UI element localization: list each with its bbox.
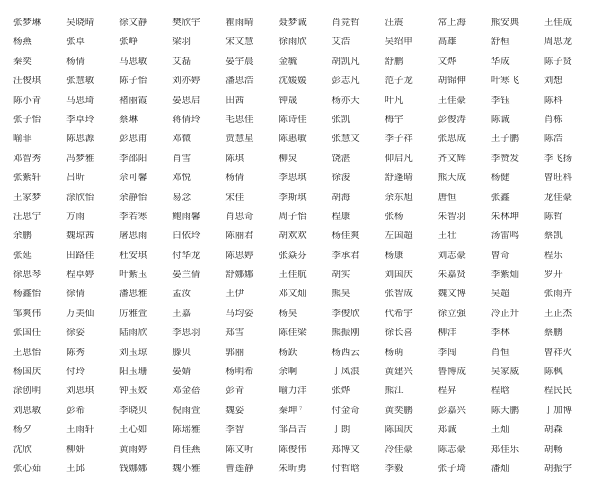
name-cell: 杨昊 bbox=[278, 308, 298, 319]
name-cell: 宋文慧 bbox=[225, 37, 254, 47]
name-cell: 钟晟 bbox=[278, 95, 298, 105]
name-cell: 郑雪 bbox=[225, 328, 245, 338]
name-cell: 周思龙 bbox=[543, 37, 573, 47]
name-cell: 厉雅萱 bbox=[119, 308, 148, 319]
name-row bbox=[11, 420, 595, 439]
name-cell: 杨燕 bbox=[13, 37, 32, 47]
name-cell: 马均姿 bbox=[225, 308, 254, 319]
name-cell: 晏思启 bbox=[172, 95, 201, 105]
name-cell: 张雨卉 bbox=[543, 289, 573, 299]
name-cell: 徐雨欣 bbox=[278, 37, 307, 47]
name-cell: 徐文静 bbox=[119, 17, 148, 28]
name-cell: 陈天鹏 bbox=[490, 405, 519, 416]
name-cell: 舒鹏 bbox=[384, 56, 404, 67]
name-cell: 李若寒 bbox=[119, 211, 148, 222]
name-cell: 王嘉 bbox=[172, 308, 192, 319]
name-cell: 杜安琪 bbox=[119, 250, 148, 261]
name-cell: 屠思雨 bbox=[119, 231, 148, 241]
name-cell: 程晗 bbox=[490, 386, 510, 396]
name-cell: 万美仙 bbox=[66, 308, 95, 319]
name-cell: 饶湛 bbox=[331, 153, 351, 164]
name-row bbox=[11, 284, 595, 303]
name-cell: 李邵阳 bbox=[119, 153, 148, 164]
name-cell: 陈子怡 bbox=[119, 76, 148, 86]
name-cell: 王佳成 bbox=[543, 17, 573, 28]
name-cell: 余鹏 bbox=[13, 231, 32, 241]
name-cell: 宋佳 bbox=[225, 192, 245, 202]
name-cell: 邓金蓓 bbox=[172, 386, 201, 396]
name-cell: 徐长喜 bbox=[384, 328, 413, 338]
name-cell: 方雨 bbox=[66, 211, 85, 222]
name-cell: 钱娜娜 bbox=[119, 463, 148, 474]
name-cell: 陈诗佳 bbox=[278, 114, 307, 125]
name-row bbox=[11, 32, 595, 51]
name-cell: 毛思佳 bbox=[225, 114, 254, 125]
name-cell: 李赞发 bbox=[490, 153, 519, 164]
name-cell: 梅宇 bbox=[384, 114, 404, 125]
name-cell: 马思琦 bbox=[66, 95, 95, 105]
name-cell: 李钰 bbox=[490, 95, 510, 105]
name-cell: 滕贝 bbox=[172, 347, 192, 358]
name-cell: 张心茹 bbox=[13, 463, 42, 474]
name-cell: 邓智秀 bbox=[13, 153, 42, 164]
name-cell: 汪俊琪 bbox=[13, 76, 42, 86]
name-row bbox=[11, 71, 595, 90]
name-row bbox=[11, 188, 595, 207]
name-cell: 柳洋 bbox=[437, 328, 457, 338]
name-cell: 樊欣宇 bbox=[172, 17, 201, 28]
name-cell: 张鑫 bbox=[490, 192, 510, 202]
name-cell: 仰启凡 bbox=[384, 153, 413, 164]
name-row bbox=[11, 91, 595, 110]
name-cell: 佘可馨 bbox=[119, 173, 148, 183]
name-cell: 徐浚 bbox=[331, 173, 351, 183]
name-cell: 付玲 bbox=[66, 367, 85, 377]
name-row bbox=[11, 265, 595, 284]
name-cell: 邹爽伟 bbox=[13, 308, 42, 319]
name-cell: 杨明希 bbox=[225, 367, 254, 377]
name-cell: 陈小青 bbox=[13, 95, 42, 105]
name-cell: 蔡琳 bbox=[119, 114, 138, 125]
name-cell: 陈枫 bbox=[543, 367, 563, 377]
name-cell: 曹莲静 bbox=[225, 463, 254, 474]
name-cell: 潘灿 bbox=[490, 463, 510, 474]
name-cell: 舒桓 bbox=[490, 37, 510, 47]
name-cell: 张慧文 bbox=[331, 134, 360, 144]
name-cell: 钟玉姣 bbox=[119, 386, 148, 396]
name-cell: 沈欣 bbox=[13, 444, 32, 454]
name-cell: 叶紫玉 bbox=[119, 270, 148, 280]
name-cell: 王思怡 bbox=[13, 347, 42, 358]
name-cell: 邓文灿 bbox=[278, 289, 307, 299]
name-row bbox=[11, 343, 595, 362]
name-row bbox=[11, 168, 595, 187]
name-list bbox=[11, 13, 595, 474]
name-cell: 易念 bbox=[172, 192, 192, 202]
name-cell: 曾奇 bbox=[490, 250, 510, 261]
name-cell: 晏婧 bbox=[172, 367, 192, 377]
name-cell: 鲁博成 bbox=[437, 367, 466, 377]
name-cell: 叶凡 bbox=[384, 95, 404, 105]
name-cell: 肖竞哲 bbox=[331, 17, 360, 28]
name-cell: 蔡鹏 bbox=[543, 328, 563, 338]
name-cell: 蒋倩玲 bbox=[172, 114, 201, 125]
name-cell: 李思羽 bbox=[172, 328, 201, 338]
name-cell: 柳妍 bbox=[66, 444, 85, 454]
name-row bbox=[11, 207, 595, 226]
name-cell: 熊振刚 bbox=[331, 328, 360, 338]
name-cell: 刘志豪 bbox=[437, 250, 466, 261]
name-row bbox=[11, 362, 595, 381]
name-cell: 秦坤 bbox=[278, 405, 298, 416]
name-cell: 胡森 bbox=[543, 425, 563, 435]
name-cell: 吴绍申 bbox=[384, 37, 413, 47]
name-cell: 李承君 bbox=[331, 250, 360, 261]
name-cell: 李思琪 bbox=[278, 173, 307, 183]
name-cell: 冷正升 bbox=[490, 308, 519, 319]
name-cell: 潘思浩 bbox=[225, 76, 254, 86]
name-cell: 熊江 bbox=[384, 386, 404, 396]
name-cell: 王正杰 bbox=[543, 308, 573, 319]
name-cell: 魏文博 bbox=[437, 289, 466, 299]
name-row bbox=[11, 52, 595, 71]
name-cell: 张子琦 bbox=[437, 463, 466, 474]
name-cell: 倪雨萱 bbox=[172, 405, 201, 416]
name-cell: 丁加博 bbox=[543, 405, 573, 416]
name-cell: 孟汝 bbox=[172, 289, 192, 299]
name-row bbox=[11, 440, 595, 459]
name-cell: 彭志凡 bbox=[331, 76, 360, 86]
name-cell: 陈思源 bbox=[66, 134, 95, 144]
name-cell: 王灿 bbox=[490, 425, 510, 435]
name-cell: 丁凤浪 bbox=[331, 367, 360, 377]
name-row bbox=[11, 129, 595, 148]
name-cell: 田茜 bbox=[225, 95, 245, 105]
name-row bbox=[11, 401, 595, 420]
name-cell: 程民民 bbox=[543, 386, 573, 396]
name-cell: 彭俊涛 bbox=[437, 114, 466, 125]
name-cell: 冷佳豪 bbox=[384, 444, 413, 454]
name-cell: 陈科 bbox=[543, 95, 563, 105]
name-cell: 杨佳爽 bbox=[331, 231, 360, 241]
name-cell: 刘国庆 bbox=[384, 270, 413, 280]
name-cell: 胡振宇 bbox=[543, 463, 573, 474]
name-cell: 褚丽霞 bbox=[119, 95, 148, 105]
name-cell: 李林 bbox=[490, 328, 510, 338]
name-cell: 汪思宁 bbox=[13, 211, 42, 222]
name-cell: 陈瑶雅 bbox=[172, 425, 201, 435]
name-cell: 马思敏 bbox=[119, 56, 148, 67]
name-cell: 陈秀 bbox=[66, 347, 85, 358]
name-cell: 陈思婷 bbox=[225, 250, 254, 261]
name-cell: 李飞扬 bbox=[543, 153, 573, 164]
name-cell: 文烨 bbox=[437, 56, 457, 67]
name-cell: 李斯琪 bbox=[278, 192, 307, 202]
name-cell: 李晓贝 bbox=[119, 405, 148, 416]
name-row bbox=[11, 381, 595, 400]
name-cell: 张延 bbox=[13, 250, 32, 261]
name-cell: 李子祥 bbox=[384, 134, 413, 144]
name-cell: 陈惠敏 bbox=[278, 134, 307, 144]
name-cell: 刘思琪 bbox=[66, 386, 95, 396]
name-cell: 刘亦婷 bbox=[172, 76, 201, 86]
name-cell: 付哲晗 bbox=[331, 463, 360, 474]
name-cell: 魏小雅 bbox=[172, 463, 201, 474]
name-row bbox=[11, 459, 595, 478]
name-cell: 程昇 bbox=[437, 386, 457, 396]
name-cell: 曾旺科 bbox=[543, 173, 573, 183]
name-cell: 肖栋 bbox=[543, 114, 563, 125]
name-cell: 瞿雨晴 bbox=[225, 17, 254, 28]
name-cell: 邓悦 bbox=[172, 173, 192, 183]
name-cell: 代希宇 bbox=[384, 308, 413, 319]
name-row bbox=[11, 110, 595, 129]
name-cell: 肖雪 bbox=[172, 153, 192, 164]
name-row bbox=[11, 323, 595, 342]
name-cell: 张智成 bbox=[384, 289, 413, 299]
name-cell: 鲍雨馨 bbox=[172, 211, 201, 222]
name-cell: 陈志豪 bbox=[437, 444, 466, 454]
name-cell: 朱智羽 bbox=[437, 211, 466, 222]
name-cell: 陈文听 bbox=[225, 444, 254, 454]
name-cell: 熊安典 bbox=[490, 17, 519, 28]
name-cell: 阳玉珊 bbox=[119, 367, 148, 377]
name-cell: 吕昕 bbox=[66, 173, 85, 183]
name-cell: 余啊 bbox=[278, 367, 298, 377]
name-cell: 胡海 bbox=[331, 192, 351, 202]
name-cell: 杨健 bbox=[490, 173, 510, 183]
name-cell: 黄雨婷 bbox=[119, 444, 148, 454]
name-cell: 杨国庆 bbox=[13, 367, 42, 377]
name-cell: 李毅 bbox=[384, 463, 404, 474]
name-cell: 王家梦 bbox=[13, 192, 42, 202]
name-cell: 王雨轩 bbox=[66, 425, 95, 435]
name-cell: 张思成 bbox=[437, 134, 466, 144]
name-cell: 冯梦雅 bbox=[66, 153, 95, 164]
name-cell: 涂欣怡 bbox=[66, 192, 95, 202]
name-cell: 杨西云 bbox=[331, 347, 360, 358]
name-cell: 黄建兴 bbox=[384, 367, 413, 377]
name-cell: 吴家威 bbox=[490, 367, 519, 377]
name-cell: 陆雨欣 bbox=[119, 328, 148, 338]
name-cell: 张凯 bbox=[331, 114, 351, 125]
name-cell: 舒蓬晴 bbox=[384, 173, 413, 183]
name-cell: 余静怡 bbox=[119, 192, 148, 202]
name-cell: 杨鑫怡 bbox=[13, 289, 42, 299]
name-cell: 程乐 bbox=[543, 250, 563, 261]
name-cell: 叶寒飞 bbox=[490, 76, 519, 86]
name-cell: 晏宇晨 bbox=[225, 56, 254, 67]
name-cell: 李俊欣 bbox=[331, 308, 360, 319]
name-cell: 王心如 bbox=[119, 425, 148, 435]
name-row bbox=[11, 149, 595, 168]
name-cell: 常上海 bbox=[437, 17, 466, 28]
name-cell: 舒娜娜 bbox=[225, 270, 254, 280]
name-cell: 柳炅 bbox=[278, 153, 298, 164]
name-cell: 陈子贤 bbox=[543, 56, 573, 67]
name-cell: 朱林坤 bbox=[490, 211, 519, 222]
name-cell: 彭思甫 bbox=[119, 134, 148, 144]
name-cell: 郭丽 bbox=[225, 347, 245, 358]
name-cell: 潘思雅 bbox=[119, 289, 148, 299]
name-cell: 陈哲 bbox=[543, 211, 563, 222]
name-cell: 陈丽君 bbox=[225, 231, 254, 241]
name-cell: 汤雷鸣 bbox=[490, 231, 519, 241]
name-row bbox=[11, 304, 595, 323]
name-cell: 郑诚 bbox=[437, 425, 457, 435]
name-cell: 肖恒 bbox=[490, 347, 510, 358]
name-cell: 金毓 bbox=[278, 56, 298, 67]
name-cell: 王伊 bbox=[225, 289, 245, 299]
name-cell: 李智 bbox=[225, 425, 245, 435]
name-cell: 王佳航 bbox=[278, 270, 307, 280]
name-cell: 彭青 bbox=[225, 386, 245, 396]
name-cell: 彭嘉兴 bbox=[437, 405, 466, 416]
name-cell: 蔡凯 bbox=[543, 231, 563, 241]
name-cell: 陈俊伟 bbox=[278, 444, 307, 454]
name-cell: 李紫灿 bbox=[490, 270, 519, 280]
name-cell: 胡实 bbox=[331, 270, 351, 280]
name-cell: 左国超 bbox=[384, 231, 413, 241]
name-cell: 刘玉琼 bbox=[119, 347, 148, 358]
name-cell: 熊昊 bbox=[331, 289, 351, 299]
name-cell: 周子怡 bbox=[278, 211, 307, 222]
name-cell: 李闯 bbox=[437, 347, 457, 358]
name-cell: 吴晓晴 bbox=[66, 17, 95, 28]
name-cell: 王子鹏 bbox=[490, 134, 519, 144]
name-cell: 范子龙 bbox=[384, 76, 413, 86]
name-cell: 沈媛媛 bbox=[278, 76, 307, 86]
name-cell: 魏姿 bbox=[225, 405, 245, 416]
name-cell: 郑佳乐 bbox=[490, 444, 519, 454]
page-number: 7 bbox=[299, 406, 303, 412]
name-row bbox=[11, 226, 595, 245]
name-cell: 彭希 bbox=[66, 405, 85, 416]
name-cell: 付华龙 bbox=[172, 250, 201, 261]
name-cell: 王壮 bbox=[437, 231, 457, 241]
name-row bbox=[11, 246, 595, 265]
name-cell: 杨夕 bbox=[13, 425, 32, 435]
name-cell: 胡欢欢 bbox=[278, 231, 307, 241]
name-cell: 艾磊 bbox=[172, 56, 192, 67]
name-cell: 贾慧星 bbox=[225, 134, 254, 144]
name-cell: 朱嘉贤 bbox=[437, 270, 466, 280]
name-cell: 肖思奇 bbox=[225, 211, 254, 222]
name-cell: 肖佳燕 bbox=[172, 444, 201, 454]
name-row bbox=[11, 13, 595, 32]
name-cell: 徐思琴 bbox=[13, 270, 42, 280]
name-cell: 艾浩 bbox=[331, 37, 351, 47]
name-cell: 陈琪 bbox=[225, 153, 245, 164]
name-cell: 张焱芬 bbox=[278, 250, 307, 261]
name-cell: 喻力洋 bbox=[278, 386, 307, 396]
name-cell: 高雄 bbox=[437, 37, 457, 47]
name-cell: 秦奕 bbox=[13, 56, 32, 67]
name-cell: 程康 bbox=[331, 211, 351, 222]
name-cell: 白依玲 bbox=[172, 231, 201, 241]
name-cell: 邹昌吉 bbox=[278, 425, 307, 435]
name-cell: 付金奇 bbox=[331, 405, 360, 416]
name-cell: 杨倩 bbox=[225, 173, 245, 183]
name-cell: 徐立强 bbox=[437, 308, 466, 319]
name-cell: 曾祥火 bbox=[543, 347, 573, 358]
name-cell: 梁羽 bbox=[172, 37, 192, 47]
name-cell: 陈诚 bbox=[490, 114, 510, 125]
name-cell: 朱昕勇 bbox=[278, 463, 307, 474]
name-cell: 唐恒 bbox=[437, 192, 457, 202]
name-cell: 刘思敏 bbox=[13, 405, 42, 416]
name-cell: 汪震 bbox=[384, 17, 404, 28]
name-cell: 杨倩 bbox=[66, 56, 85, 67]
name-cell: 华成 bbox=[490, 56, 510, 67]
name-cell: 郑博文 bbox=[331, 444, 360, 454]
name-cell: 吴超 bbox=[490, 289, 510, 299]
name-cell: 张国任 bbox=[13, 328, 42, 338]
name-cell: 邓微 bbox=[172, 134, 192, 144]
name-cell: 齐文辉 bbox=[437, 153, 466, 164]
name-cell: 陈佳梁 bbox=[278, 328, 307, 338]
name-cell: 张烨 bbox=[331, 386, 351, 396]
name-cell: 胡畅 bbox=[543, 444, 563, 454]
name-cell: 刘想 bbox=[543, 76, 563, 86]
name-cell: 李卓玲 bbox=[66, 114, 95, 125]
name-cell: 王佳豪 bbox=[437, 95, 466, 105]
name-cell: 徐倩 bbox=[66, 289, 85, 299]
name-cell: 徐姿 bbox=[66, 328, 85, 338]
name-cell: 张杨 bbox=[384, 211, 404, 222]
name-cell: 余东旭 bbox=[384, 192, 413, 202]
name-cell: 张梦琳 bbox=[13, 17, 42, 28]
name-cell: 龙佳豪 bbox=[543, 192, 573, 202]
name-cell: 田路佳 bbox=[66, 250, 95, 261]
name-cell: 罗开 bbox=[543, 270, 563, 280]
name-cell: 张卓 bbox=[66, 37, 85, 47]
name-cell: 陈国庆 bbox=[384, 425, 413, 435]
name-cell: 陈浩 bbox=[543, 134, 563, 144]
name-cell: 杨康 bbox=[384, 250, 404, 261]
name-cell: 丁朗 bbox=[331, 425, 351, 435]
name-cell: 程卓婷 bbox=[66, 270, 95, 280]
name-cell: 涂创明 bbox=[13, 386, 42, 396]
name-cell: 张紫轩 bbox=[13, 173, 42, 183]
name-cell: 熊天成 bbox=[437, 173, 466, 183]
name-cell: 聂梦诚 bbox=[278, 17, 307, 28]
name-cell: 杨跃 bbox=[278, 347, 298, 358]
name-cell: 张峥 bbox=[119, 37, 138, 47]
name-cell: 胡凯凡 bbox=[331, 56, 360, 67]
name-cell: 喻菲 bbox=[13, 134, 32, 144]
name-cell: 杨萌 bbox=[384, 347, 404, 358]
name-cell: 杨亦天 bbox=[331, 95, 360, 105]
name-cell: 张子怡 bbox=[13, 114, 42, 125]
name-cell: 胡锦伸 bbox=[437, 76, 466, 86]
name-cell: 魏琼茜 bbox=[66, 231, 95, 241]
name-cell: 晏兰倩 bbox=[172, 270, 201, 280]
name-cell: 张慧敏 bbox=[66, 76, 95, 86]
name-cell: 黄奕鹏 bbox=[384, 405, 413, 416]
name-cell: 王邱 bbox=[66, 463, 85, 474]
